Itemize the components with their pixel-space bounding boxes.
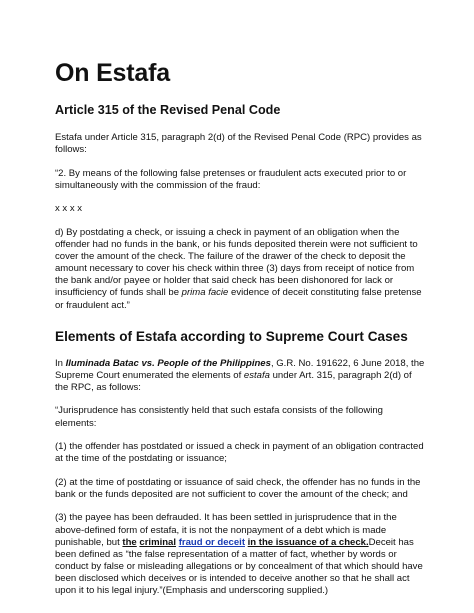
- emphasis-the: the: [122, 536, 137, 548]
- element-1-paragraph: (1) the offender has postdated or issued a check in payment of an obligation contracted at the time of the postdating or issuance;: [55, 441, 424, 465]
- case-end: under Art. 315, paragraph 2(d) of the RPC, as follows:: [55, 369, 412, 393]
- case-name: Iluminada Batac vs. People of the Philippines: [65, 357, 271, 369]
- element-3-paragraph: [55, 512, 425, 597]
- element-2-paragraph: (2) at the time of postdating or issuance of said check, the offender has no funds in the bank or the funds deposited are not sufficient to cover the amount of the check; and: [55, 476, 421, 500]
- paragraph-d-end: evidence of deceit constituting false pretense or fraudulent act.”: [55, 287, 422, 311]
- document-page: [55, 58, 425, 609]
- case-mid: , G.R. No. 191622, 6 June 2018, the Supreme Court enumerated the elements of: [55, 357, 425, 381]
- element-3-text: (3) the payee has been defrauded. It has been settled in jurisprudence that in the above-defined form of estafa, it is not the nonpayment of a debt which is made punishable, but: [55, 512, 397, 548]
- element-3-end: Deceit has been defined as “the false representation of a matter of fact, whether by words or conduct by false or misleading allegations or by concealment of that which should have been disclosed which deceives or is intended to deceive another so that he shall act upon it to his legal injury.”(Emphasis and underscoring supplied.): [55, 536, 423, 597]
- case-prefix: In: [55, 357, 66, 369]
- omission-marker: x x x x: [55, 203, 83, 215]
- intro-paragraph: Estafa under Article 315, paragraph 2(d) of the Revised Penal Code (RPC) provides as follows:: [55, 132, 422, 156]
- elements-heading: Elements of Estafa according to Supreme Court Cases: [55, 328, 408, 344]
- fraud-deceit-link[interactable]: fraud or deceit: [178, 536, 245, 548]
- paragraph-d: [55, 227, 425, 312]
- prima-facie-text: prima facie: [181, 287, 229, 299]
- document-title: On Estafa: [55, 59, 170, 87]
- emphasis-criminal: criminal: [139, 536, 177, 548]
- emphasis-issuance: in the issuance of a check.: [247, 536, 369, 548]
- case-estafa-italic: estafa: [243, 369, 270, 381]
- article-heading: Article 315 of the Revised Penal Code: [55, 103, 281, 117]
- case-paragraph: [55, 358, 425, 394]
- jurisprudence-paragraph: “Jurisprudence has consistently held that such estafa consists of the following elements:: [55, 405, 383, 429]
- quote-start-paragraph: “2. By means of the following false pretenses or fraudulent acts executed prior to or simultaneously with the commission of the fraud:: [55, 167, 407, 191]
- paragraph-d-text: d) By postdating a check, or issuing a check in payment of an obligation when the offender had no funds in the bank, or his funds deposited therein were not sufficient to cover the amount of the check. The failure of the drawer of the check to deposit the amount necessary to cover his check within three (3) days from receipt of notice from the bank and/or payee or holder that said check has been dishonored for lack or insufficiency of funds shall be: [55, 226, 418, 299]
